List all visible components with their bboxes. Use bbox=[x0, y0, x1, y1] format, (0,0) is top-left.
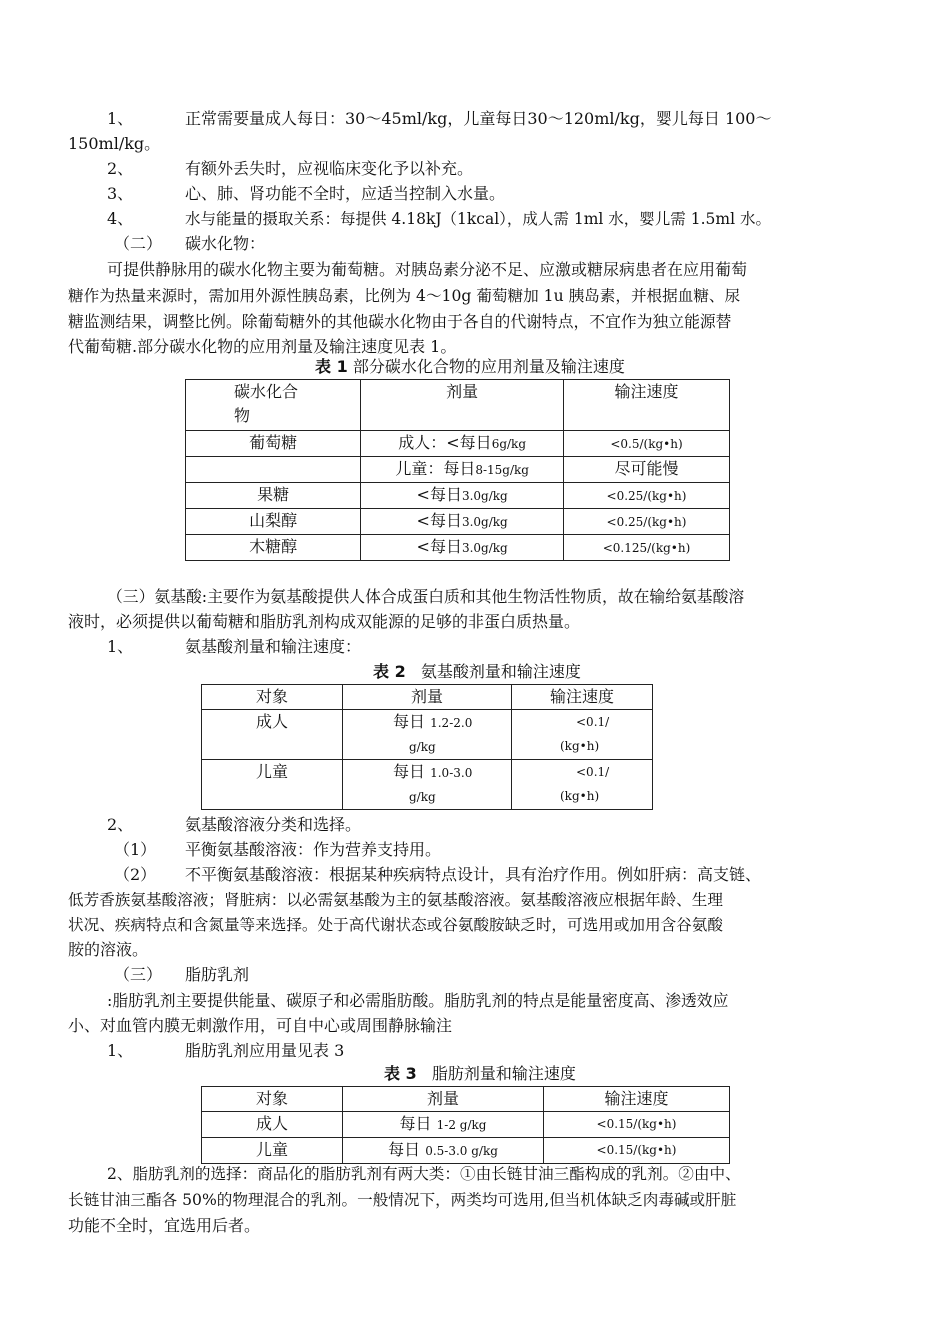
table-cell bbox=[343, 760, 512, 810]
paragraph-line: 糖监测结果，调整比例。除葡萄糖外的其他碳水化物由于各自的代谢特点，不宜作为独立能源替 bbox=[68, 312, 732, 331]
header-text: 物 bbox=[234, 406, 251, 425]
list-number: 2、 bbox=[107, 159, 134, 178]
rate-value: <0.1/ bbox=[576, 715, 610, 729]
rate-value: <0.5/(kg•h) bbox=[610, 437, 683, 451]
list-item-text: 平衡氨基酸溶液：作为营养支持用。 bbox=[185, 840, 442, 859]
list-item-continuation: 150ml/kg。 bbox=[68, 134, 161, 153]
dose-text: 儿童：每日 bbox=[395, 459, 476, 478]
dose-value: 3.0g/kg bbox=[461, 515, 508, 529]
dose-text: <每日 bbox=[416, 485, 462, 504]
table-caption-text: 氨基酸剂量和输注速度 bbox=[420, 662, 581, 681]
table-caption bbox=[373, 661, 581, 683]
list-item-text: 氨基酸溶液分类和选择。 bbox=[185, 815, 362, 834]
paragraph-line: :脂肪乳剂主要提供能量、碳原子和必需脂肪酸。脂肪乳剂的特点是能量密度高、渗透效应 bbox=[107, 991, 729, 1010]
table-cell bbox=[343, 1112, 544, 1138]
table-header-cell: 输注速度 bbox=[564, 380, 730, 431]
table-row bbox=[186, 431, 730, 457]
rate-value: <0.125/(kg•h) bbox=[602, 541, 691, 555]
table-header-cell: 输注速度 bbox=[512, 685, 653, 710]
dose-value: 8-15g/kg bbox=[475, 463, 529, 477]
dose-value: 6g/kg bbox=[491, 437, 526, 451]
table-cell bbox=[361, 431, 564, 457]
table-row bbox=[186, 483, 730, 509]
table-header-cell: 输注速度 bbox=[544, 1087, 730, 1112]
table-header-row bbox=[202, 1087, 730, 1112]
paragraph-line: 代葡萄糖.部分碳水化物的应用剂量及输注速度见表 1。 bbox=[68, 337, 457, 356]
table-cell bbox=[564, 457, 730, 483]
table-cell: 葡萄糖 bbox=[186, 431, 361, 457]
table-cell: 成人 bbox=[202, 710, 343, 760]
table-cell bbox=[564, 535, 730, 561]
table-header-cell: 剂量 bbox=[343, 1087, 544, 1112]
dose-value: 0.5-3.0 g/kg bbox=[425, 1144, 498, 1158]
list-number: 4、 bbox=[107, 209, 134, 228]
paragraph-line: 状况、疾病特点和含氮量等来选择。处于高代谢状态或谷氨酸胺缺乏时，可选用或加用含谷氨酸 bbox=[68, 916, 723, 934]
table-cell bbox=[343, 1138, 544, 1164]
table-caption-text: 部分碳水化合物的应用剂量及输注速度 bbox=[352, 357, 625, 376]
table-row bbox=[202, 760, 653, 810]
amino-acid-table bbox=[201, 684, 653, 810]
table-row bbox=[202, 1138, 730, 1164]
paragraph-line: 长链甘油三酯各 50%的物理混合的乳剂。一般情况下，两类均可选用,但当机体缺乏肉毒碱或肝脏 bbox=[68, 1191, 737, 1209]
table-cell bbox=[361, 457, 564, 483]
paragraph-line: 胺的溶液。 bbox=[68, 940, 149, 959]
paragraph-line: 液时，必须提供以葡萄糖和脂肪乳剂构成双能源的足够的非蛋白质热量。 bbox=[68, 612, 581, 631]
dose-text: <每日 bbox=[416, 511, 462, 530]
table-header-row bbox=[186, 380, 730, 431]
paragraph-line: 不平衡氨基酸溶液：根据某种疾病特点设计，具有治疗作用。例如肝病：高支链、 bbox=[185, 865, 762, 884]
table-row bbox=[186, 457, 730, 483]
dose-value: 1-2 g/kg bbox=[436, 1118, 487, 1132]
list-item-text: 有额外丢失时，应视临床变化予以补充。 bbox=[185, 159, 474, 178]
table-cell bbox=[343, 710, 512, 760]
rate-value: <0.25/(kg•h) bbox=[606, 489, 687, 503]
dose-value: 3.0g/kg bbox=[461, 541, 508, 555]
list-number: （1） bbox=[114, 840, 157, 859]
list-number: （2） bbox=[114, 865, 157, 884]
table-caption-number: 表 2 bbox=[373, 662, 406, 681]
table-row bbox=[202, 710, 653, 760]
table-cell bbox=[564, 431, 730, 457]
header-text: 碳水化合 bbox=[234, 382, 299, 401]
paragraph-line: 小、对血管内膜无刺激作用，可自中心或周围静脉输注 bbox=[68, 1016, 453, 1035]
section-number: （三） bbox=[114, 965, 163, 984]
paragraph-line: 2、脂肪乳剂的选择：商品化的脂肪乳剂有两大类：①由长链甘油三酯构成的乳剂。②由中、 bbox=[107, 1165, 741, 1183]
table-cell: <0.15/(kg•h) bbox=[544, 1112, 730, 1138]
table-cell bbox=[512, 710, 653, 760]
list-item-text: 心、肺、肾功能不全时，应适当控制入水量。 bbox=[185, 184, 506, 203]
rate-unit: (kg•h) bbox=[560, 739, 600, 753]
table-caption-number: 表 1 bbox=[315, 357, 348, 376]
dose-text: 每日 bbox=[393, 712, 426, 731]
list-number: 1、 bbox=[107, 1041, 134, 1060]
section-heading: 碳水化物： bbox=[185, 234, 266, 253]
rate-value: <0.25/(kg•h) bbox=[606, 515, 687, 529]
table-cell: 儿童 bbox=[202, 1138, 343, 1164]
table-cell bbox=[512, 760, 653, 810]
dose-unit: g/kg bbox=[409, 740, 436, 754]
dose-value: 3.0g/kg bbox=[461, 489, 508, 503]
table-cell: 儿童 bbox=[202, 760, 343, 810]
rate-unit: (kg•h) bbox=[560, 789, 600, 803]
table-row bbox=[186, 509, 730, 535]
table-cell: 木糖醇 bbox=[186, 535, 361, 561]
table-cell bbox=[564, 509, 730, 535]
carbohydrate-table bbox=[185, 379, 730, 561]
table-header-cell: 对象 bbox=[202, 1087, 343, 1112]
table-cell bbox=[361, 509, 564, 535]
table-caption bbox=[384, 1063, 576, 1085]
table-header-cell: 剂量 bbox=[343, 685, 512, 710]
table-row bbox=[202, 1112, 730, 1138]
table-row bbox=[186, 535, 730, 561]
rate-text: 尽可能慢 bbox=[614, 459, 679, 478]
table-header-cell: 剂量 bbox=[361, 380, 564, 431]
rate-value: <0.1/ bbox=[576, 765, 610, 779]
table-cell: <0.15/(kg•h) bbox=[544, 1138, 730, 1164]
dose-value: 1.2-2.0 bbox=[430, 716, 473, 730]
list-item-text: 水与能量的摄取关系：每提供 4.18kJ（1kcal），成人需 1ml 水，婴儿需 1.5ml 水。 bbox=[185, 210, 771, 228]
table-caption-text: 脂肪剂量和输注速度 bbox=[431, 1064, 576, 1083]
table-cell bbox=[361, 483, 564, 509]
list-number: 1、 bbox=[107, 637, 134, 656]
table-caption-number: 表 3 bbox=[384, 1064, 417, 1083]
fat-emulsion-table bbox=[201, 1086, 730, 1164]
table-cell: 山梨醇 bbox=[186, 509, 361, 535]
table-cell bbox=[361, 535, 564, 561]
paragraph-line: 低芳香族氨基酸溶液；肾脏病：以必需氨基酸为主的氨基酸溶液。氨基酸溶液应根据年龄、生理 bbox=[68, 891, 723, 909]
table-header-row bbox=[202, 685, 653, 710]
dose-text: 每日 bbox=[393, 762, 426, 781]
list-item-text: 脂肪乳剂应用量见表 3 bbox=[185, 1041, 345, 1060]
table-cell: 果糖 bbox=[186, 483, 361, 509]
table-cell: 成人 bbox=[202, 1112, 343, 1138]
paragraph-line: 可提供静脉用的碳水化物主要为葡萄糖。对胰岛素分泌不足、应激或糖尿病患者在应用葡萄 bbox=[107, 260, 748, 279]
list-number: 3、 bbox=[107, 184, 134, 203]
section-number: （二） bbox=[114, 234, 163, 253]
table-cell bbox=[564, 483, 730, 509]
list-number: 1、 bbox=[107, 109, 134, 128]
dose-text: <每日 bbox=[416, 537, 462, 556]
list-item-text: 正常需要量成人每日：30～45ml/kg，儿童每日30～120ml/kg，婴儿每日 100～ bbox=[185, 109, 772, 128]
paragraph-line: 糖作为热量来源时，需加用外源性胰岛素，比例为 4～10g 葡萄糖加 1u 胰岛素，并根据血糖、尿 bbox=[68, 287, 741, 305]
paragraph-line: 功能不全时，宜选用后者。 bbox=[68, 1216, 261, 1235]
dose-text: 成人：<每日 bbox=[398, 433, 492, 452]
section-heading: 脂肪乳剂 bbox=[185, 965, 250, 984]
paragraph-line: （三）氨基酸:主要作为氨基酸提供人体合成蛋白质和其他生物活性物质，故在输给氨基酸溶 bbox=[107, 587, 745, 606]
list-item-text: 氨基酸剂量和输注速度： bbox=[185, 637, 362, 656]
dose-value: 1.0-3.0 bbox=[430, 766, 473, 780]
dose-text: 每日 bbox=[388, 1140, 421, 1159]
table-header-cell bbox=[186, 380, 361, 431]
dose-unit: g/kg bbox=[409, 790, 436, 804]
table-cell bbox=[186, 457, 361, 483]
list-number: 2、 bbox=[107, 815, 134, 834]
dose-text: 每日 bbox=[399, 1114, 432, 1133]
table-header-cell: 对象 bbox=[202, 685, 343, 710]
table-caption bbox=[315, 356, 625, 378]
